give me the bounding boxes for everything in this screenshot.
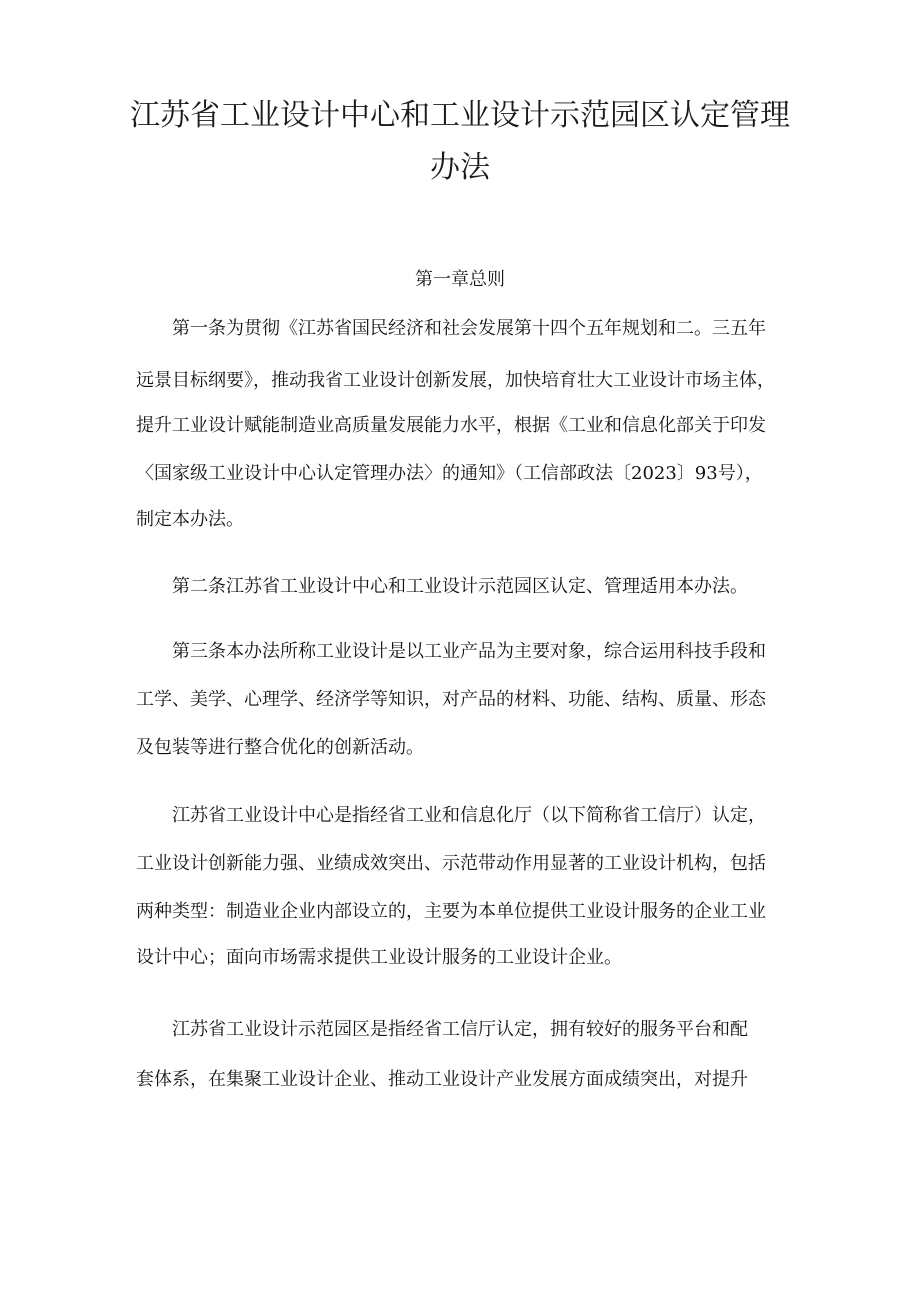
article-3-line: 及包装等进行整合优化的创新活动。	[136, 737, 424, 758]
chapter-heading: 第一章总则	[415, 269, 505, 290]
article-1-line: 〈国家级工业设计中心认定管理办法〉的通知》（工信部政法〔2023〕93号），	[136, 463, 763, 484]
article-1-line: 制定本办法。	[136, 509, 244, 530]
document-title-line-1: 江苏省工业设计中心和工业设计示范园区认定管理	[130, 98, 790, 133]
center-definition-line: 工业设计创新能力强、业绩成效突出、示范带动作用显著的工业设计机构，包括	[136, 853, 766, 874]
center-definition-line: 江苏省工业设计中心是指经省工业和信息化厅（以下简称省工信厅）认定，	[172, 805, 766, 826]
document-title-line-2: 办法	[430, 150, 490, 185]
center-definition-line: 两种类型：制造业企业内部设立的，主要为本单位提供工业设计服务的企业工业	[136, 901, 766, 922]
article-1-line: 第一条为贯彻《江苏省国民经济和社会发展第十四个五年规划和二。三五年	[172, 318, 766, 339]
park-definition-line: 套体系，在集聚工业设计企业、推动工业设计产业发展方面成绩突出，对提升	[136, 1069, 748, 1090]
article-2-line: 第二条江苏省工业设计中心和工业设计示范园区认定、管理适用本办法。	[172, 576, 748, 597]
article-1-line: 远景目标纲要》，推动我省工业设计创新发展，加快培育壮大工业设计市场主体，	[136, 370, 775, 391]
article-1-line: 提升工业设计赋能制造业高质量发展能力水平，根据《工业和信息化部关于印发	[136, 415, 766, 436]
article-3-line: 第三条本办法所称工业设计是以工业产品为主要对象，综合运用科技手段和	[172, 641, 766, 662]
center-definition-line: 设计中心；面向市场需求提供工业设计服务的工业设计企业。	[136, 947, 622, 968]
article-3-line: 工学、美学、心理学、经济学等知识，对产品的材料、功能、结构、质量、形态	[136, 689, 766, 710]
park-definition-line: 江苏省工业设计示范园区是指经省工信厅认定，拥有较好的服务平台和配	[172, 1019, 748, 1040]
